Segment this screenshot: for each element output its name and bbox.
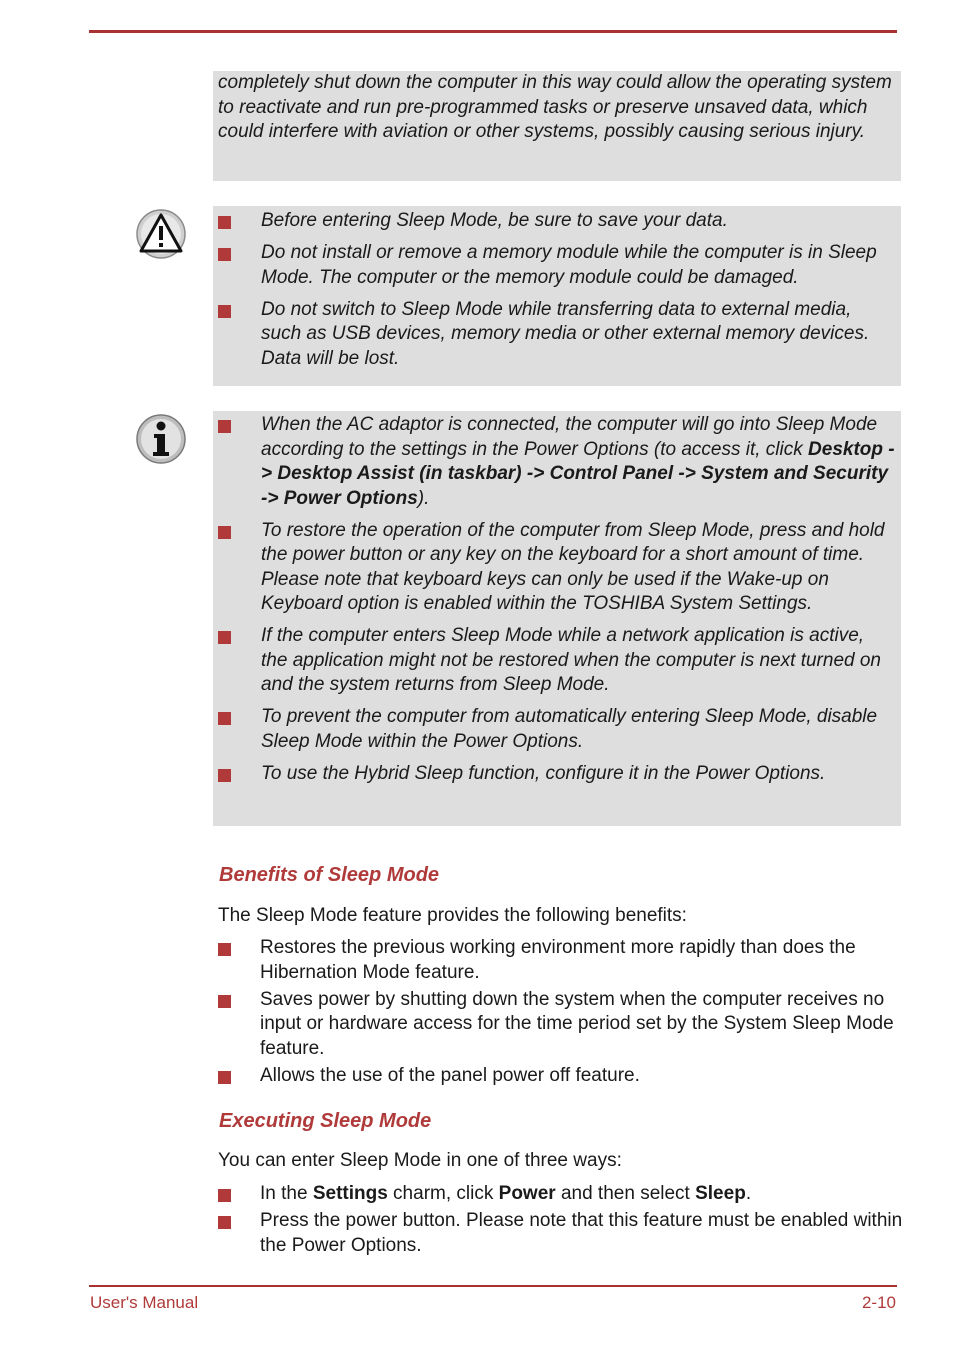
benefits-intro: The Sleep Mode feature provides the following benefits:: [218, 905, 687, 926]
info-note-box: [213, 411, 901, 826]
info-item: To use the Hybrid Sleep function, configure it in the Power Options.: [213, 762, 901, 787]
executing-list: [213, 1182, 903, 1261]
bullet-square: [218, 248, 231, 261]
info-icon: [136, 414, 186, 464]
warning-item: Before entering Sleep Mode, be sure to save your data.: [213, 209, 901, 234]
bullet-square: [218, 420, 231, 433]
executing-intro: You can enter Sleep Mode in one of three ways:: [218, 1150, 622, 1171]
warning-item: Do not switch to Sleep Mode while transferring data to external media, such as USB devices, memory media or other external memory devices. Data will be lost.: [213, 298, 901, 372]
bullet-square: [218, 1216, 231, 1229]
benefits-list: [213, 936, 903, 1091]
info-item: To restore the operation of the computer from Sleep Mode, press and hold the power button or any key on the keyboard for a short amount of time. Please note that keyboard keys can only be used if the Wake-up on Keyboard option is enabled within the TOSHIBA System Settings.: [213, 519, 901, 617]
footer-manual-title: User's Manual: [90, 1293, 199, 1312]
bullet-square: [218, 943, 231, 956]
benefits-heading: Benefits of Sleep Mode: [219, 864, 440, 886]
control-panel-path: Desktop -> Desktop Assist (in taskbar) -> Control Panel -> System and Security -> Power Options: [261, 438, 895, 509]
continued-note-text: completely shut down the computer in this way could allow the operating system to reactivate and run pre-programmed tasks or preserve unsaved data, which could interfere with aviation or other systems, possibly causing serious injury.: [218, 72, 892, 142]
benefit-item: Restores the previous working environment more rapidly than does the Hibernation Mode feature.: [213, 936, 903, 985]
warning-list: [213, 206, 901, 371]
bullet-square: [218, 995, 231, 1008]
warning-icon: [136, 209, 186, 259]
executing-item: Press the power button. Please note that this feature must be enabled within the Power Options.: [213, 1209, 903, 1258]
bullet-square: [218, 216, 231, 229]
bullet-square: [218, 526, 231, 539]
warning-note-box: [213, 206, 901, 386]
footer-page-number: 2-10: [861, 1293, 896, 1312]
bullet-square: [218, 769, 231, 782]
bullet-square: [218, 305, 231, 318]
footer-rule: [89, 1285, 897, 1287]
benefit-item: Saves power by shutting down the system when the computer receives no input or hardware access for the time period set by the System Sleep Mode feature.: [213, 988, 903, 1062]
bullet-square: [218, 1071, 231, 1084]
executing-heading: Executing Sleep Mode: [219, 1110, 432, 1132]
bullet-square: [218, 1189, 231, 1202]
info-item: To prevent the computer from automatically entering Sleep Mode, disable Sleep Mode within the Power Options.: [213, 705, 901, 754]
executing-item: In the Settings charm, click Power and then select Sleep.: [213, 1182, 903, 1207]
header-rule: [89, 30, 897, 33]
info-item: When the AC adaptor is connected, the computer will go into Sleep Mode according to the settings in the Power Options (to access it, click Desktop -> Desktop Assist (in taskbar) -> Control Panel -> System and Security -> Power Options).: [213, 413, 901, 511]
info-list: [213, 411, 901, 786]
warning-item: Do not install or remove a memory module while the computer is in Sleep Mode. The computer or the memory module could be damaged.: [213, 241, 901, 290]
bullet-square: [218, 631, 231, 644]
bullet-square: [218, 712, 231, 725]
continued-note-box: [213, 71, 901, 181]
benefit-item: Allows the use of the panel power off feature.: [213, 1064, 903, 1089]
info-item: If the computer enters Sleep Mode while a network application is active, the application might not be restored when the computer is next turned on and the system returns from Sleep Mode.: [213, 624, 901, 698]
